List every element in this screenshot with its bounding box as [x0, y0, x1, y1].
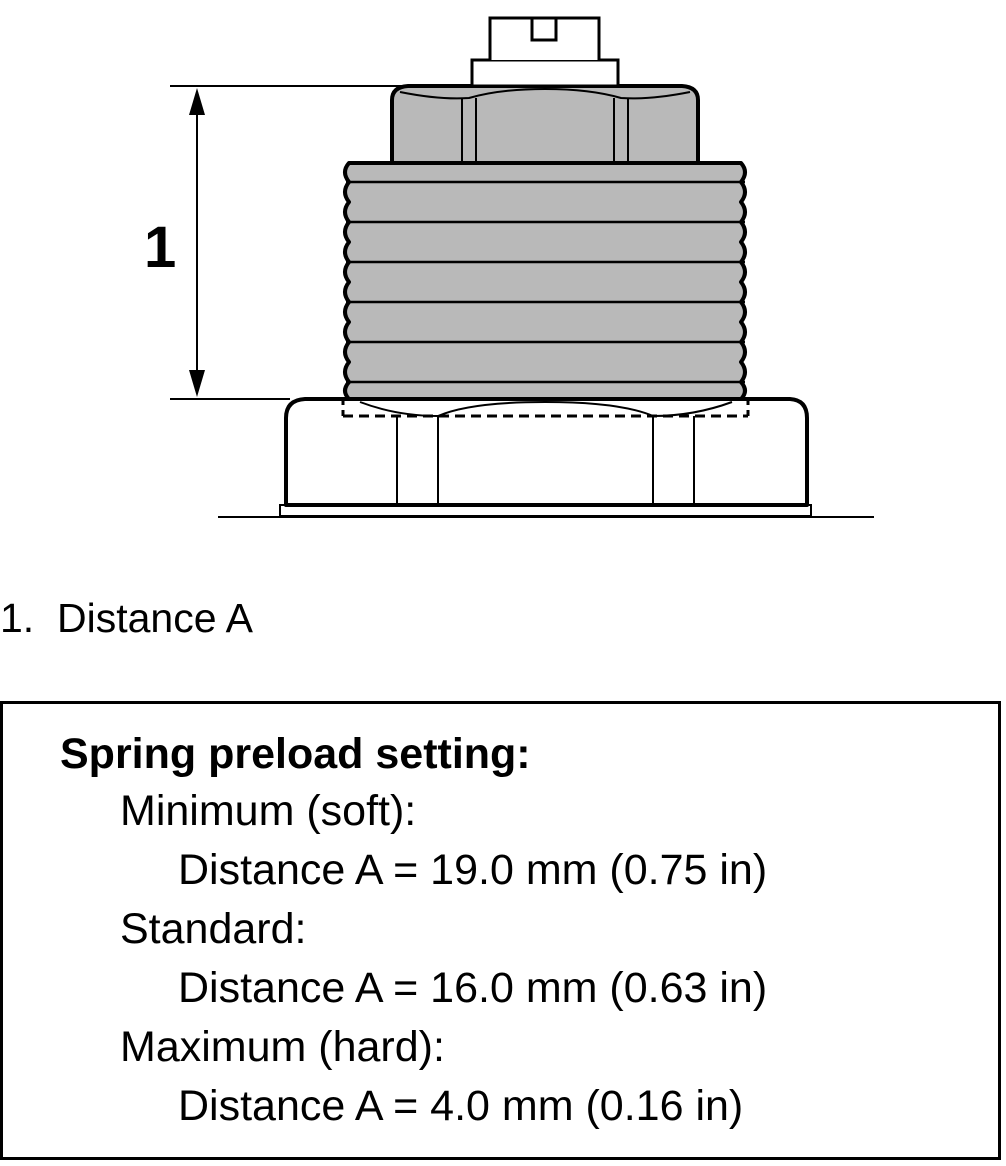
legend-item-number: 1.: [0, 595, 35, 641]
setting-value-maximum: Distance A = 4.0 mm (0.16 in): [178, 1082, 744, 1130]
legend-item: [0, 592, 253, 644]
threaded-adjuster: [343, 163, 748, 416]
spring-preload-spec-box: [0, 701, 1001, 1160]
figure-legend: [0, 592, 253, 644]
legend-item-label: Distance A: [57, 595, 253, 641]
slotted-screw-head: [472, 18, 618, 86]
setting-name-standard: Standard:: [120, 905, 307, 953]
setting-name-minimum: Minimum (soft):: [120, 787, 417, 835]
preload-adjuster-illustration: [0, 0, 1006, 540]
callout-number: 1: [144, 215, 177, 280]
setting-name-maximum: Maximum (hard):: [120, 1023, 445, 1071]
spec-title: Spring preload setting:: [60, 730, 531, 778]
setting-value-standard: Distance A = 16.0 mm (0.63 in): [178, 964, 768, 1012]
upper-hex-nut: [392, 86, 698, 163]
setting-value-minimum: Distance A = 19.0 mm (0.75 in): [178, 846, 768, 894]
